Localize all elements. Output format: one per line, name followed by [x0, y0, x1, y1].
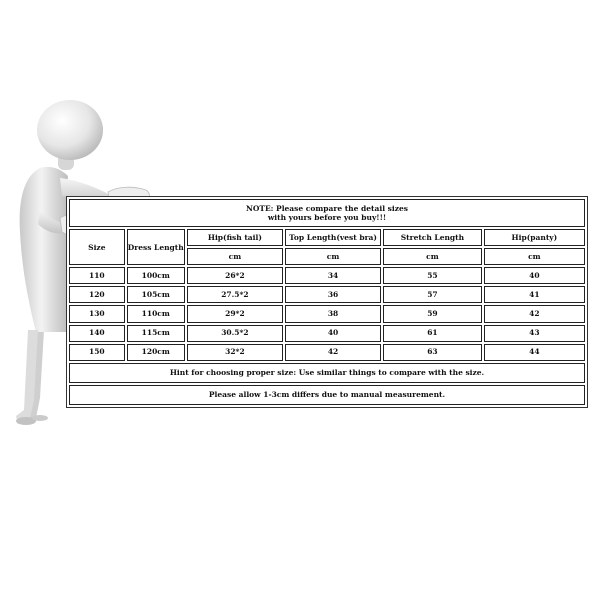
figure-torso: [20, 167, 68, 332]
row-hip-panty: 43: [484, 325, 585, 342]
row-dress-length: 100cm: [127, 267, 185, 284]
row-hip-fish-tail: 29*2: [187, 305, 283, 322]
table-row: [69, 305, 585, 322]
row-hip-fish-tail: 30.5*2: [187, 325, 283, 342]
header-dress-length: Dress Length: [127, 229, 185, 265]
row-size: 120: [69, 286, 125, 303]
row-stretch-length: 57: [383, 286, 482, 303]
size-table: [67, 197, 587, 407]
row-dress-length: 110cm: [127, 305, 185, 322]
row-size: 110: [69, 267, 125, 284]
size-chart-board: [66, 196, 588, 408]
row-hip-fish-tail: 32*2: [187, 344, 283, 361]
row-dress-length: 115cm: [127, 325, 185, 342]
allowance-cell: Please allow 1-3cm differs due to manual measurement.: [69, 385, 585, 405]
row-size: 150: [69, 344, 125, 361]
row-top-length: 40: [285, 325, 381, 342]
figure-head: [37, 100, 103, 160]
row-top-length: 34: [285, 267, 381, 284]
header-hip-fish-tail: Hip(fish tail): [187, 229, 283, 246]
table-row: [69, 325, 585, 342]
unit-hip-panty: cm: [484, 248, 585, 265]
row-dress-length: 105cm: [127, 286, 185, 303]
header-size: Size: [69, 229, 125, 265]
row-stretch-length: 61: [383, 325, 482, 342]
row-hip-fish-tail: 26*2: [187, 267, 283, 284]
row-size: 140: [69, 325, 125, 342]
row-hip-panty: 42: [484, 305, 585, 322]
unit-hip-fish-tail: cm: [187, 248, 283, 265]
table-row: [69, 286, 585, 303]
row-hip-panty: 41: [484, 286, 585, 303]
unit-top-length: cm: [285, 248, 381, 265]
hint-cell: Hint for choosing proper size: Use similar things to compare with the size.: [69, 363, 585, 383]
note-line-2: with yours before you buy!!!: [267, 213, 387, 223]
table-row: [69, 267, 585, 284]
row-hip-fish-tail: 27.5*2: [187, 286, 283, 303]
header-stretch-length: Stretch Length: [383, 229, 482, 246]
header-top-length: Top Length(vest bra): [285, 229, 381, 246]
unit-stretch-length: cm: [383, 248, 482, 265]
row-stretch-length: 63: [383, 344, 482, 361]
row-top-length: 36: [285, 286, 381, 303]
row-dress-length: 120cm: [127, 344, 185, 361]
row-top-length: 42: [285, 344, 381, 361]
table-row: [69, 344, 585, 361]
header-hip-panty: Hip(panty): [484, 229, 585, 246]
note-line-1: NOTE: Please compare the detail sizes: [245, 203, 408, 213]
row-stretch-length: 55: [383, 267, 482, 284]
row-stretch-length: 59: [383, 305, 482, 322]
row-size: 130: [69, 305, 125, 322]
row-hip-panty: 44: [484, 344, 585, 361]
row-hip-panty: 40: [484, 267, 585, 284]
figure-foot-right: [32, 415, 48, 421]
note-cell: [69, 199, 585, 227]
row-top-length: 38: [285, 305, 381, 322]
